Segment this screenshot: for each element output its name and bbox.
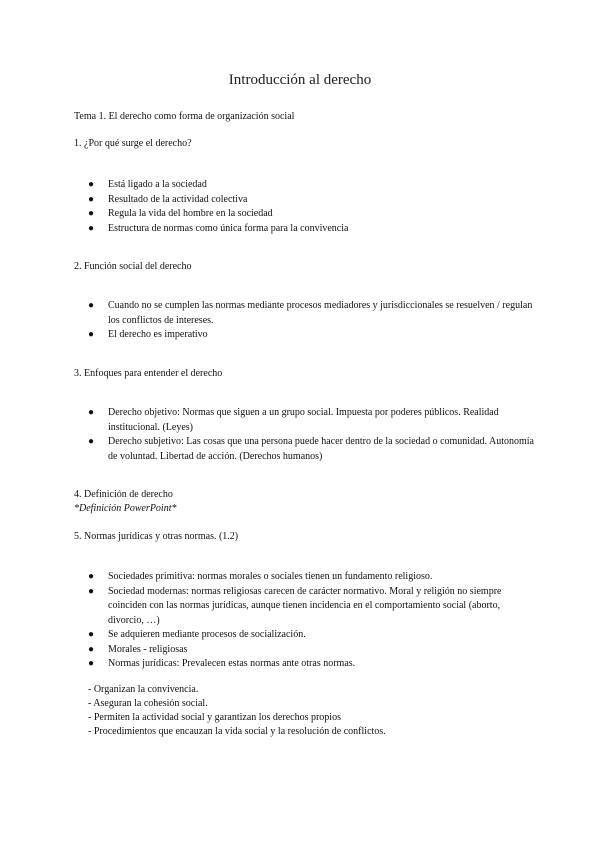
section-1-list	[74, 178, 534, 236]
bullet-icon: ●	[88, 585, 95, 597]
bullet-icon: ●	[88, 643, 95, 655]
list-item: ● Normas jurídicas: Prevalecen estas normas ante otras normas.	[74, 657, 534, 672]
section-3-list	[74, 406, 534, 464]
list-item: ● Estructura de normas como única forma para la convivencia	[74, 222, 534, 237]
list-item: ● Cuando no se cumplen las normas mediante procesos mediadores y jurisdiccionales se resuelven / regulan los conflictos de intereses.	[88, 300, 533, 326]
section-1-heading: 1. ¿Por qué surge el derecho?	[74, 138, 192, 149]
list-item: ● Sociedad modernas: normas religiosas carecen de carácter normativo. Moral y religión no siempre coinciden con las normas jurídicas, aunque tienen incidencia en el comportamiento social (aborto, divorcio, …)	[88, 585, 502, 626]
list-item: ● Está ligado a la sociedad	[74, 178, 534, 193]
list-item: - Aseguran la cohesión social.	[88, 698, 208, 709]
list-item: ● El derecho es imperativo	[74, 328, 534, 343]
bullet-icon: ●	[88, 571, 95, 582]
section-5-heading: 5. Normas jurídicas y otras normas. (1.2)	[74, 531, 239, 542]
list-item: - Permiten la actividad social y garantizan los derechos propios	[88, 712, 341, 723]
list-item: ● Derecho objetivo: Normas que siguen a un grupo social. Impuesta por poderes públicos. Realidad institucional. (Leyes)	[88, 407, 499, 433]
bullet-icon: ●	[88, 300, 95, 311]
bullet-icon: ●	[88, 658, 95, 669]
bullet-icon: ●	[88, 629, 95, 640]
bullet-icon: ●	[88, 407, 95, 418]
document-title: Introducción al derecho	[228, 72, 372, 88]
list-item: ● Se adquieren mediante procesos de socialización.	[74, 628, 534, 643]
section-5-list	[74, 570, 534, 672]
list-item: ● Resultado de la actividad colectiva	[74, 193, 534, 208]
bullet-icon: ●	[88, 179, 95, 190]
bullet-icon: ●	[88, 193, 95, 205]
section-5-dash-list	[88, 683, 528, 739]
section-2-list	[74, 299, 534, 343]
list-item: ● Sociedades primitiva: normas morales o sociales tienen un fundamento religioso.	[74, 570, 534, 585]
list-item: - Procedimientos que encauzan la vida social y la resolución de conflictos.	[88, 726, 386, 737]
definition-note: *Definición PowerPoint*	[74, 503, 177, 514]
list-item: ● Morales - religiosas	[74, 643, 534, 658]
list-item: ● Derecho subjetivo: Las cosas que una persona puede hacer dentro de la sociedad o comunidad. Autonomía de voluntad. Libertad de acción. (Derechos humanos)	[88, 436, 534, 462]
topic-line: Tema 1. El derecho como forma de organización social	[74, 111, 295, 122]
bullet-icon: ●	[88, 222, 95, 234]
bullet-icon: ●	[88, 436, 95, 447]
list-item: - Organizan la convivencia.	[88, 684, 199, 695]
bullet-icon: ●	[88, 329, 95, 340]
section-3-heading: 3. Enfoques para entender el derecho	[74, 368, 223, 379]
list-item: ● Regula la vida del hombre en la sociedad	[74, 207, 534, 222]
bullet-icon: ●	[88, 208, 95, 219]
section-2-heading: 2. Función social del derecho	[74, 261, 192, 272]
section-4-heading: 4. Definición de derecho	[74, 489, 173, 500]
